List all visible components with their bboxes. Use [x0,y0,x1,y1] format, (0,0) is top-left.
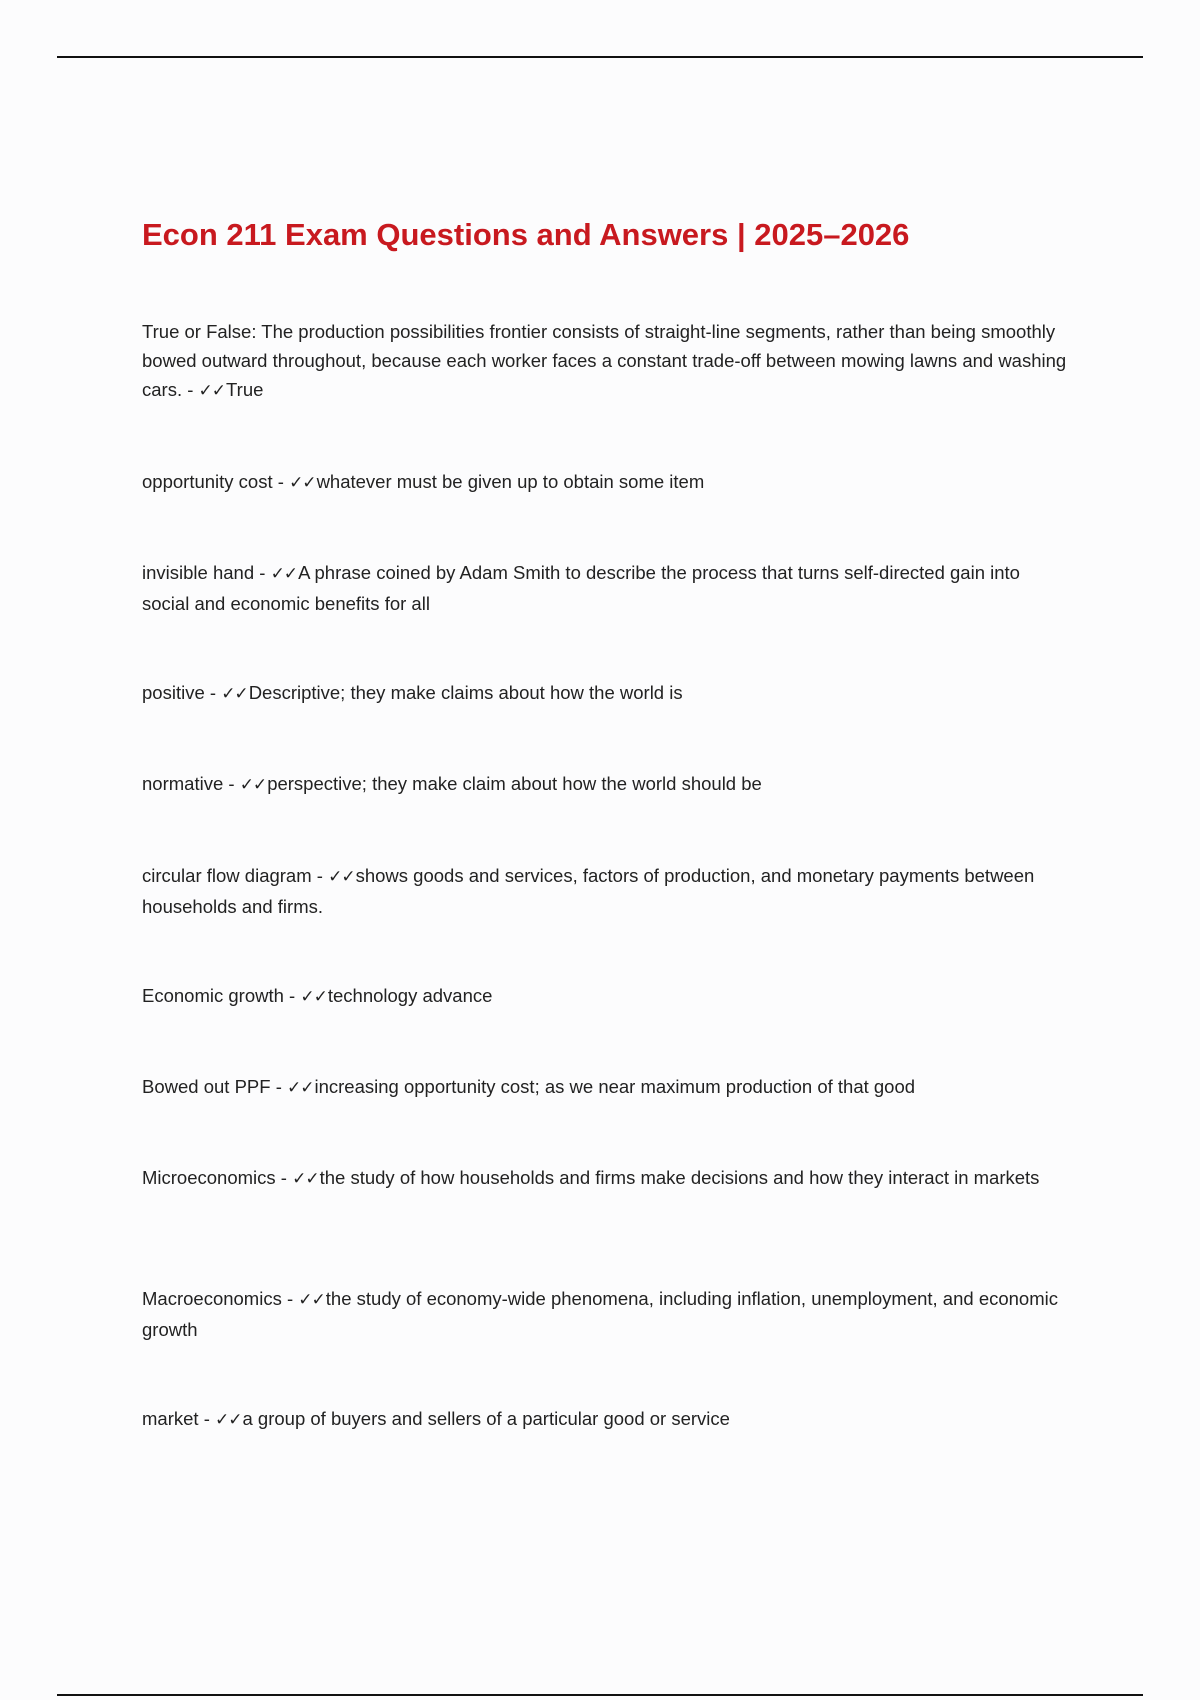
qa-entry [142,861,1072,921]
qa-separator: - [275,1076,282,1097]
qa-entry [142,981,1072,1012]
footer-rule [57,1694,1143,1696]
double-check-icon: ✓✓ [289,473,316,493]
double-check-icon: ✓✓ [198,381,226,401]
qa-term: positive [142,682,205,703]
qa-answer: technology advance [327,985,493,1006]
document-title: Econ 211 Exam Questions and Answers | 2025–2026 [142,217,910,252]
qa-entry [142,1072,1072,1103]
qa-answer: whatever must be given up to obtain some item [316,471,705,492]
qa-term: opportunity cost [142,471,273,492]
qa-term: Economic growth [142,985,284,1006]
qa-separator: - [280,1167,287,1188]
qa-answer: the study of economy-wide phenomena, including inflation, unemployment, and economic growth [142,1288,1058,1340]
double-check-icon: ✓✓ [287,1078,314,1098]
qa-answer: increasing opportunity cost; as we near maximum production of that good [314,1076,916,1097]
qa-term: invisible hand [142,562,255,583]
qa-term: circular flow diagram [142,865,312,886]
qa-answer: Descriptive; they make claims about how the world is [248,682,683,703]
qa-entry [142,558,1072,618]
qa-entry [142,1284,1072,1344]
double-check-icon: ✓✓ [215,1410,242,1430]
double-check-icon: ✓✓ [328,867,355,887]
qa-separator: - [203,1408,210,1429]
qa-term: market [142,1408,199,1429]
header-rule [57,56,1143,58]
qa-separator: - [316,865,323,886]
double-check-icon: ✓✓ [239,775,267,795]
qa-entry [142,467,1072,498]
qa-answer: True [226,379,264,400]
qa-term: Bowed out PPF [142,1076,271,1097]
qa-answer: shows goods and services, factors of production, and monetary payments between households and firms. [142,865,1035,917]
qa-term: True or False: The production possibilities frontier consists of straight-line segments, rather than being smoothly bowed outward throughout, because each worker faces a constant trade-off between mowing lawns and washing cars. [142,321,1067,400]
double-check-icon: ✓✓ [270,564,298,584]
qa-entry [142,1163,1072,1194]
qa-entry [142,317,1072,406]
qa-separator: - [286,1288,294,1309]
qa-entry [142,678,1072,709]
qa-separator: - [259,562,266,583]
qa-answer: a group of buyers and sellers of a particular good or service [242,1408,730,1429]
double-check-icon: ✓✓ [298,1290,325,1310]
qa-separator: - [228,773,235,794]
qa-term: Microeconomics [142,1167,276,1188]
double-check-icon: ✓✓ [292,1169,319,1189]
qa-entry [142,769,1072,800]
qa-separator: - [187,379,194,400]
qa-entry [142,1404,1072,1435]
qa-separator: - [277,471,284,492]
qa-answer: perspective; they make claim about how the world should be [267,773,762,794]
qa-term: Macroeconomics [142,1288,282,1309]
double-check-icon: ✓✓ [221,684,248,704]
qa-separator: - [209,682,217,703]
qa-answer: the study of how households and firms make decisions and how they interact in markets [319,1167,1040,1188]
double-check-icon: ✓✓ [300,987,327,1007]
qa-separator: - [289,985,296,1006]
qa-term: normative [142,773,224,794]
qa-answer: A phrase coined by Adam Smith to describe the process that turns self-directed gain into social and economic benefits for all [142,562,1020,614]
